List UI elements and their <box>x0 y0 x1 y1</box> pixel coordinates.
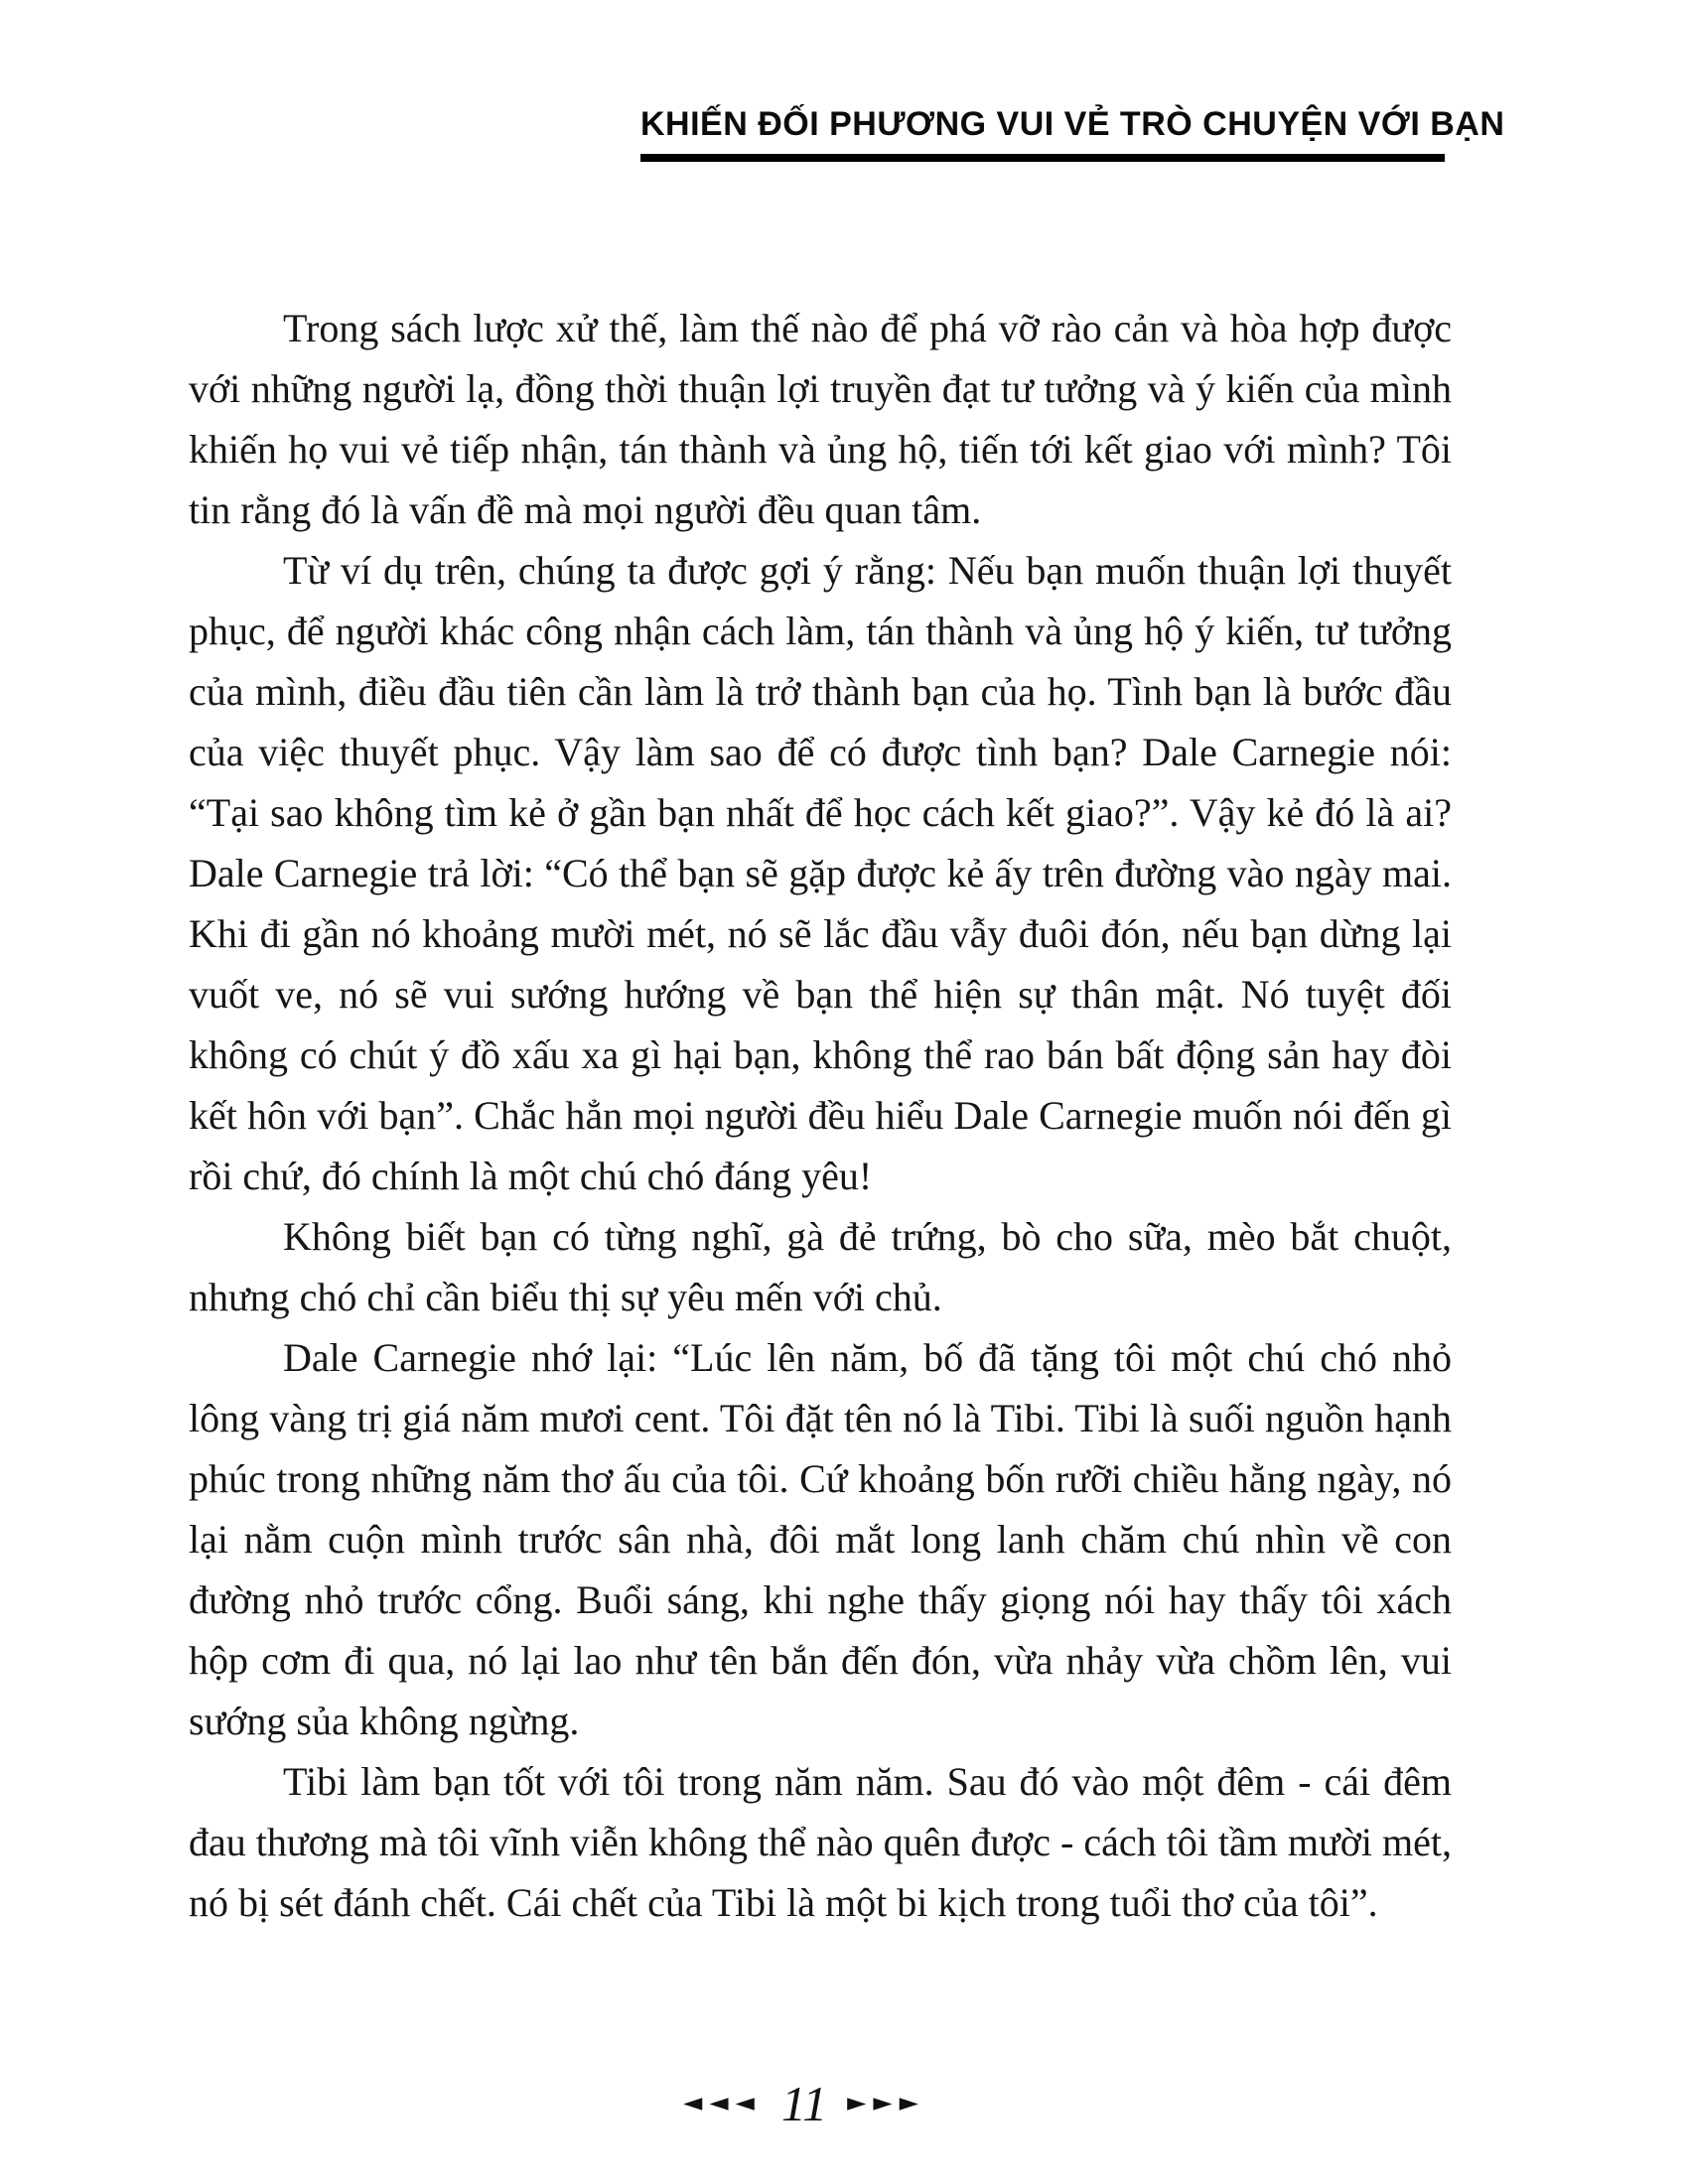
page-footer <box>0 2075 1609 2132</box>
body-text <box>189 298 1452 1933</box>
page-header <box>640 105 1505 162</box>
paragraph: Trong sách lược xử thế, làm thế nào để phá vỡ rào cản và hòa hợp được với những người lạ, đồng thời thuận lợi truyền đạt tư tưởng và ý kiến của mình khiến họ vui vẻ tiếp nhận, tán thành và ủng hộ, tiến tới kết giao với mình? Tôi tin rằng đó là vấn đề mà mọi người đều quan tâm. <box>189 306 1452 532</box>
header-rule <box>640 154 1445 162</box>
left-arrows-icon: ◄◄◄ <box>683 2087 762 2116</box>
right-arrows-icon: ►►► <box>847 2087 925 2116</box>
paragraph: Tibi làm bạn tốt với tôi trong năm năm. Sau đó vào một đêm - cái đêm đau thương mà tôi vĩnh viễn không thể nào quên được - cách tôi tầm mười mét, nó bị sét đánh chết. Cái chết của Tibi là một bi kịch trong tuổi thơ của tôi”. <box>189 1759 1452 1925</box>
page-number: 11 <box>780 2076 828 2131</box>
running-header-title: KHIẾN ĐỐI PHƯƠNG VUI VẺ TRÒ CHUYỆN VỚI BẠN <box>640 105 1505 143</box>
paragraph: Không biết bạn có từng nghĩ, gà đẻ trứng, bò cho sữa, mèo bắt chuột, nhưng chó chỉ cần biểu thị sự yêu mến với chủ. <box>189 1214 1452 1319</box>
paragraph: Dale Carnegie nhớ lại: “Lúc lên năm, bố đã tặng tôi một chú chó nhỏ lông vàng trị giá năm mươi cent. Tôi đặt tên nó là Tibi. Tibi là suối nguồn hạnh phúc trong những năm thơ ấu của tôi. Cứ khoảng bốn rưỡi chiều hằng ngày, nó lại nằm cuộn mình trước sân nhà, đôi mắt long lanh chăm chú nhìn về con đường nhỏ trước cổng. Buổi sáng, khi nghe thấy giọng nói hay thấy tôi xách hộp cơm đi qua, nó lại lao như tên bắn đến đón, vừa nhảy vừa chồm lên, vui sướng sủa không ngừng. <box>189 1335 1452 1743</box>
paragraph: Từ ví dụ trên, chúng ta được gợi ý rằng: Nếu bạn muốn thuận lợi thuyết phục, để người khác công nhận cách làm, tán thành và ủng hộ ý kiến, tư tưởng của mình, điều đầu tiên cần làm là trở thành bạn của họ. Tình bạn là bước đầu của việc thuyết phục. Vậy làm sao để có được tình bạn? Dale Carnegie nói: “Tại sao không tìm kẻ ở gần bạn nhất để học cách kết giao?”. Vậy kẻ đó là ai? Dale Carnegie trả lời: “Có thể bạn sẽ gặp được kẻ ấy trên đường vào ngày mai. Khi đi gần nó khoảng mười mét, nó sẽ lắc đầu vẫy đuôi đón, nếu bạn dừng lại vuốt ve, nó sẽ vui sướng hướng về bạn thể hiện sự thân mật. Nó tuyệt đối không có chút ý đồ xấu xa gì hại bạn, không thể rao bán bất động sản hay đòi kết hôn với bạn”. Chắc hẳn mọi người đều hiểu Dale Carnegie muốn nói đến gì rồi chứ, đó chính là một chú chó đáng yêu! <box>189 548 1452 1198</box>
